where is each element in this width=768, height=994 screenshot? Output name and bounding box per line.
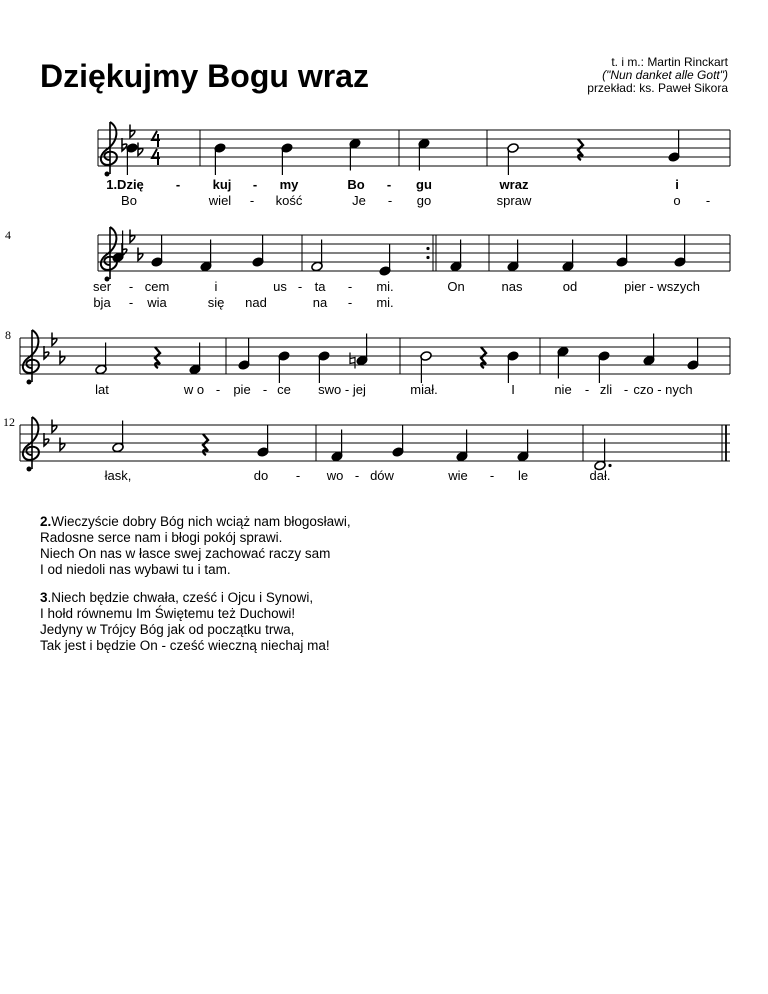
lyric-syllable: - — [297, 279, 303, 294]
lyric-syllable: - — [705, 193, 711, 208]
repeat-dot — [426, 256, 429, 259]
lyric-syllable: lat — [95, 382, 109, 397]
lyric-syllable: wiel — [208, 193, 232, 208]
lyric-syllable: wie — [448, 468, 468, 483]
lyric-syllable: zli — [599, 382, 613, 397]
verse-line: Niech On nas w łasce swej zachować raczy sam — [40, 546, 331, 561]
lyric-syllable: łask, — [104, 468, 132, 483]
time-signature-icon — [152, 149, 160, 165]
lyric-syllable: mi. — [376, 295, 394, 310]
lyric-syllable: i — [214, 279, 218, 294]
lyric-syllable: - — [386, 177, 392, 192]
lyric-syllable: gu — [416, 177, 432, 192]
lyric-syllable: - — [623, 382, 629, 397]
lyric-syllable: spraw — [496, 193, 532, 208]
natural-icon — [350, 353, 355, 369]
flat-icon — [44, 433, 49, 446]
flat-icon — [60, 351, 65, 364]
credits-original-title: ("Nun danket alle Gott") — [602, 68, 728, 82]
repeat-dot — [426, 247, 429, 250]
lyric-syllable: - — [175, 177, 181, 192]
lyric-syllable: na — [312, 295, 328, 310]
lyric-syllable: - — [584, 382, 590, 397]
verse-3 — [40, 590, 351, 654]
lyric-syllable: kość — [275, 193, 303, 208]
flat-icon — [60, 438, 65, 451]
treble-clef-icon — [105, 172, 110, 177]
staff-system — [20, 330, 730, 385]
lyric-syllable: mi. — [376, 279, 394, 294]
lyric-syllable: wraz — [499, 177, 529, 192]
lyric-syllable: On — [447, 279, 465, 294]
treble-clef-icon — [23, 417, 39, 460]
verse-2 — [40, 514, 351, 578]
flat-icon — [138, 143, 143, 156]
lyric-syllable: - — [347, 279, 353, 294]
flat-icon — [130, 230, 135, 243]
lyric-syllable: I — [511, 382, 515, 397]
treble-clef-icon — [27, 467, 32, 472]
lyric-syllable: us — [273, 279, 287, 294]
verse-number: 3 — [40, 590, 48, 605]
lyric-syllable: ta — [314, 279, 326, 294]
lyric-syllable: do — [253, 468, 269, 483]
measure-number: 4 — [5, 228, 11, 242]
treble-clef-icon — [101, 122, 117, 165]
lyric-syllable: i — [675, 177, 679, 192]
verse-line: Wieczyście dobry Bóg nich wciąż nam błogosławi, — [51, 514, 351, 529]
lyric-syllable: - — [128, 295, 134, 310]
lyric-syllable: nie — [554, 382, 572, 397]
lyric-syllable: od — [562, 279, 578, 294]
lyric-syllable: się — [207, 295, 225, 310]
lyric-syllable: - — [252, 177, 258, 192]
lyric-syllable: - — [295, 468, 301, 483]
lyric-syllable: le — [517, 468, 529, 483]
lyric-syllable: - — [347, 295, 353, 310]
flat-icon — [138, 248, 143, 261]
verse-line: Tak jest i będzie On - cześć wieczną niechaj ma! — [40, 638, 330, 653]
lyric-syllable: 1.Dzię — [106, 177, 144, 192]
lyric-syllable: ser — [92, 279, 112, 294]
credits-translator: przekład: ks. Paweł Sikora — [587, 81, 728, 95]
flat-icon — [52, 333, 57, 346]
verse-line: I hołd równemu Im Świętemu też Duchowi! — [40, 606, 296, 621]
lyric-syllable: - — [249, 193, 255, 208]
measure-number: 12 — [3, 415, 15, 429]
lyric-syllable: nas — [501, 279, 523, 294]
verse-line: I od niedoli nas wybawi tu i tam. — [40, 562, 231, 577]
lyric-syllable: - — [128, 279, 134, 294]
verses — [40, 514, 351, 666]
lyric-syllable: - — [262, 382, 268, 397]
measure-number: 8 — [5, 328, 11, 342]
verse-line: Jedyny w Trójcy Bóg jak od początku trwa, — [40, 622, 295, 637]
credits-author: t. i m.: Martin Rinckart — [611, 55, 728, 69]
lyric-syllable: czo - nych — [633, 382, 693, 397]
lyric-syllable: kuj — [212, 177, 232, 192]
lyric-syllable: pie — [233, 382, 251, 397]
lyric-syllable: Bo — [121, 193, 137, 208]
dot — [608, 464, 611, 467]
flat-icon — [122, 138, 127, 151]
lyric-syllable: ce — [277, 382, 291, 397]
lyric-syllable: dał. — [589, 468, 611, 483]
lyric-syllable: - — [354, 468, 360, 483]
lyric-syllable: bja — [93, 295, 111, 310]
staff-system — [98, 227, 730, 282]
time-signature-icon — [152, 131, 160, 147]
treble-clef-icon — [101, 227, 117, 270]
flat-icon — [130, 125, 135, 138]
lyric-syllable: cem — [144, 279, 170, 294]
lyric-syllable: pier - wszych — [624, 279, 700, 294]
lyric-syllable: - — [489, 468, 495, 483]
lyric-syllable: Bo — [347, 177, 365, 192]
verse-line: .Niech będzie chwała, cześć i Ojcu i Synowi, — [47, 590, 314, 605]
lyric-syllable: w o — [183, 382, 205, 397]
lyric-syllable: o — [673, 193, 681, 208]
flat-icon — [52, 420, 57, 433]
lyric-syllable: - — [387, 193, 393, 208]
verse-number: 2. — [40, 514, 52, 529]
staff-system — [98, 122, 730, 177]
lyric-syllable: wo — [326, 468, 344, 483]
treble-clef-icon — [27, 380, 32, 385]
staff-system — [20, 417, 730, 472]
lyric-syllable: nad — [245, 295, 267, 310]
lyric-syllable: dów — [370, 468, 394, 483]
lyric-syllable: miał. — [410, 382, 438, 397]
flat-icon — [44, 346, 49, 359]
lyric-syllable: swo - jej — [318, 382, 366, 397]
lyric-syllable: wia — [147, 295, 167, 310]
verse-line: Radosne serce nam i błogi pokój sprawi. — [40, 530, 283, 545]
lyric-syllable: - — [215, 382, 221, 397]
lyric-syllable: my — [279, 177, 299, 192]
lyric-syllable: go — [416, 193, 432, 208]
lyric-syllable: Je — [352, 193, 366, 208]
treble-clef-icon — [23, 330, 39, 373]
song-title: Dziękujmy Bogu wraz — [40, 58, 369, 94]
